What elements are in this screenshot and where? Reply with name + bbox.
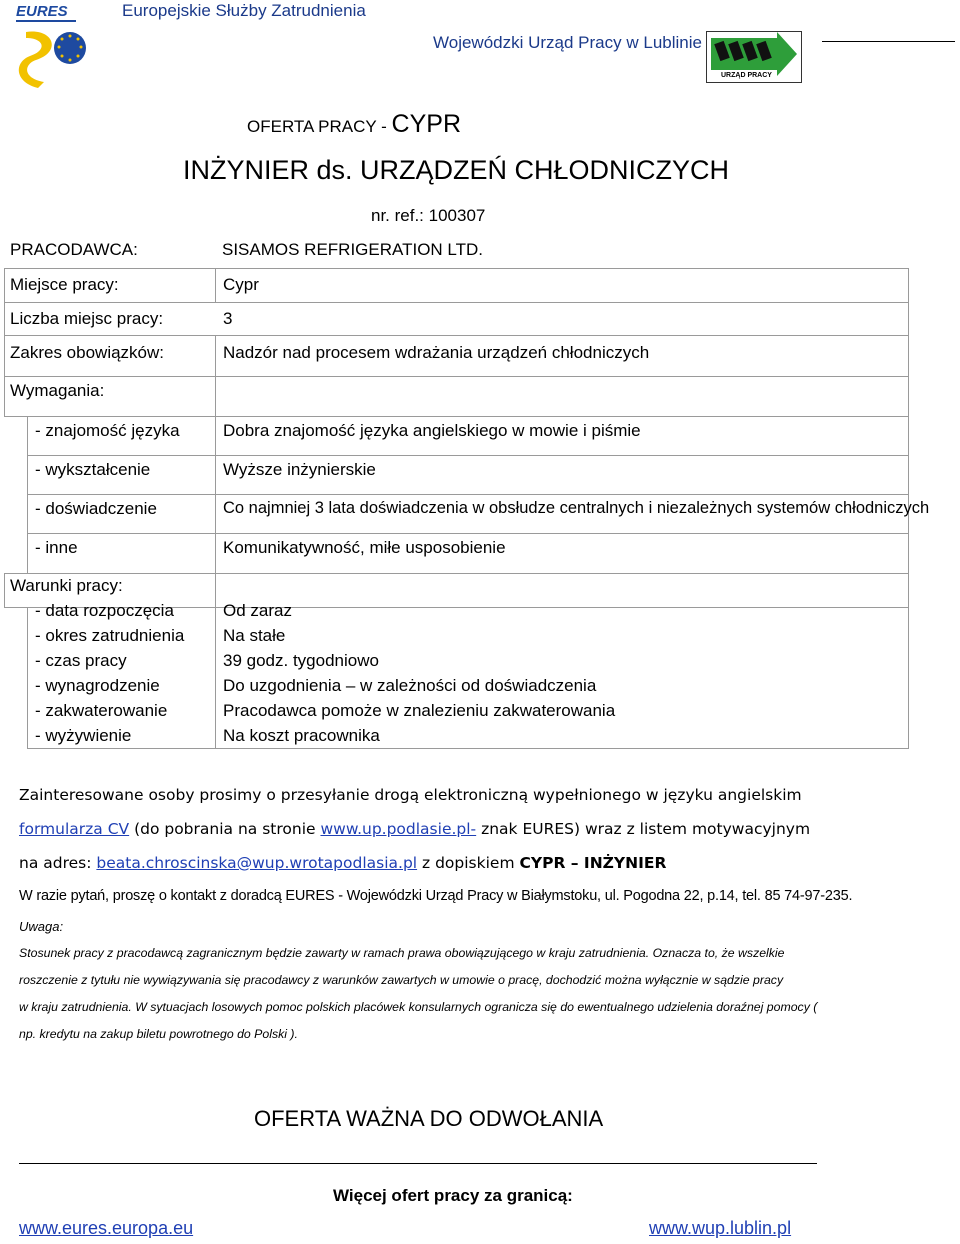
condition-value: Od zaraz	[223, 601, 292, 620]
header-office-name: Wojewódzki Urząd Pracy w Lublinie	[433, 33, 702, 52]
condition-label: - okres zatrudnienia	[35, 626, 185, 645]
conditions-block	[27, 601, 909, 749]
job-title: INŻYNIER ds. URZĄDZEŃ CHŁODNICZYCH	[183, 155, 730, 185]
apply-line-3-mid: z dopiskiem	[417, 854, 520, 872]
employer-label: PRACODAWCA:	[10, 240, 138, 259]
place-value: Cypr	[223, 275, 259, 294]
condition-value: Na stałe	[223, 626, 286, 645]
row-place	[4, 268, 909, 303]
apply-line-3	[19, 854, 666, 872]
apply-line-2-end: znak EURES) wraz z listem motywacyjnym	[476, 820, 811, 838]
duties-value: Nadzór nad procesem wdrażania urządzeń chłodniczych	[223, 343, 650, 362]
row-vacancies	[4, 302, 909, 336]
notice-line: Stosunek pracy z pracodawcą zagranicznym będzie zawarty w ramach prawa obowiązującego w kraju zatrudnienia. Oznacza to, że wszelkie	[19, 946, 785, 960]
employer-value: SISAMOS REFRIGERATION LTD.	[222, 240, 484, 259]
requirements-label: Wymagania:	[10, 381, 105, 400]
requirement-row	[27, 533, 909, 574]
requirement-value: Komunikatywność, miłe usposobienie	[223, 538, 506, 557]
urzad-pracy-logo	[706, 31, 802, 83]
requirement-label: - doświadczenie	[35, 499, 157, 518]
condition-value: 39 godz. tygodniowo	[223, 651, 379, 670]
notice-line: roszczenie z tytułu nie wywiązywania się pracodawcy z warunków zawartych w umowie o pracę, dochodzić można wyłącznie w sądzie pracy	[19, 973, 784, 987]
vacancies-value: 3	[223, 309, 233, 328]
header-rule	[822, 41, 955, 42]
site-link[interactable]: www.up.podlasie.pl-	[320, 820, 477, 838]
header-org-name: Europejskie Służby Zatrudnienia	[122, 1, 366, 20]
notice-line: w kraju zatrudnienia. W sytuacjach losowych pomoc polskich placówek konsularnych ogranicza się do ewentualnego udzielenia doraźnej pomocy (	[19, 1000, 818, 1014]
duties-label: Zakres obowiązków:	[10, 343, 165, 362]
notice-line: np. kredytu na zakup biletu powrotnego do Polski ).	[19, 1027, 298, 1041]
up-logo-text: URZĄD PRACY	[721, 72, 772, 79]
apply-line-2-mid: (do pobrania na stronie	[129, 820, 321, 838]
contact-info: W razie pytań, proszę o kontakt z doradcą EURES - Wojewódzki Urząd Pracy w Białymstoku, ul. Pogodna 22, p.14, tel. 85 74-97-235.	[19, 888, 853, 904]
condition-label: - wynagrodzenie	[35, 676, 160, 695]
requirement-value: Dobra znajomość języka angielskiego w mowie i piśmie	[223, 421, 641, 440]
apply-line-1: Zainteresowane osoby prosimy o przesyłanie drogą elektroniczną wypełnionego w języku angielskim	[19, 786, 802, 804]
requirement-row	[27, 455, 909, 495]
requirement-label: - wykształcenie	[35, 460, 151, 479]
vacancies-label: Liczba miejsc pracy:	[10, 309, 164, 328]
requirement-row	[27, 416, 909, 456]
offer-validity: OFERTA WAŻNA DO ODWOŁANIA	[254, 1106, 604, 1131]
row-duties	[4, 335, 909, 377]
condition-label: - zakwaterowanie	[35, 701, 168, 720]
cv-form-link[interactable]: formularza CV	[19, 820, 130, 838]
requirement-label: - inne	[35, 538, 78, 557]
notice-heading: Uwaga:	[19, 919, 64, 934]
offer-details-table	[4, 235, 930, 749]
condition-label: - data rozpoczęcia	[35, 601, 174, 620]
requirement-row	[27, 494, 930, 534]
apply-line-3-prefix: na adres:	[19, 854, 97, 872]
footer-rule	[19, 1163, 817, 1164]
subject-tag: CYPR – INŻYNIER	[519, 854, 667, 872]
place-label: Miejsce pracy:	[10, 275, 119, 294]
eures-website-link[interactable]: www.eures.europa.eu	[19, 1218, 194, 1238]
offer-heading	[247, 110, 461, 139]
requirement-value: Co najmniej 3 lata doświadczenia w obsłudze centralnych i niezależnych systemów chłodniczych	[223, 499, 930, 517]
apply-line-2	[19, 820, 810, 838]
wup-website-link[interactable]: www.wup.lublin.pl	[649, 1218, 792, 1238]
row-requirements-header	[4, 376, 909, 417]
reference-number: nr. ref.: 100307	[371, 206, 486, 225]
conditions-label: Warunki pracy:	[10, 576, 123, 595]
email-link[interactable]: beata.chroscinska@wup.wrotapodlasia.pl	[96, 854, 418, 872]
offer-prefix: OFERTA PRACY -	[247, 117, 392, 136]
offer-country: CYPR	[391, 110, 462, 138]
requirement-label: - znajomość języka	[35, 421, 180, 440]
condition-value: Na koszt pracownika	[223, 726, 380, 745]
condition-value: Do uzgodnienia – w zależności od doświadczenia	[223, 676, 597, 695]
condition-label: - wyżywienie	[35, 726, 132, 745]
condition-label: - czas pracy	[35, 651, 127, 670]
eures-logo-text: EURES	[16, 3, 68, 20]
more-offers-heading: Więcej ofert pracy za granicą:	[333, 1186, 573, 1205]
requirement-value: Wyższe inżynierskie	[223, 460, 376, 479]
condition-value: Pracodawca pomoże w znalezieniu zakwaterowania	[223, 701, 616, 720]
eures-logo	[14, 2, 94, 92]
